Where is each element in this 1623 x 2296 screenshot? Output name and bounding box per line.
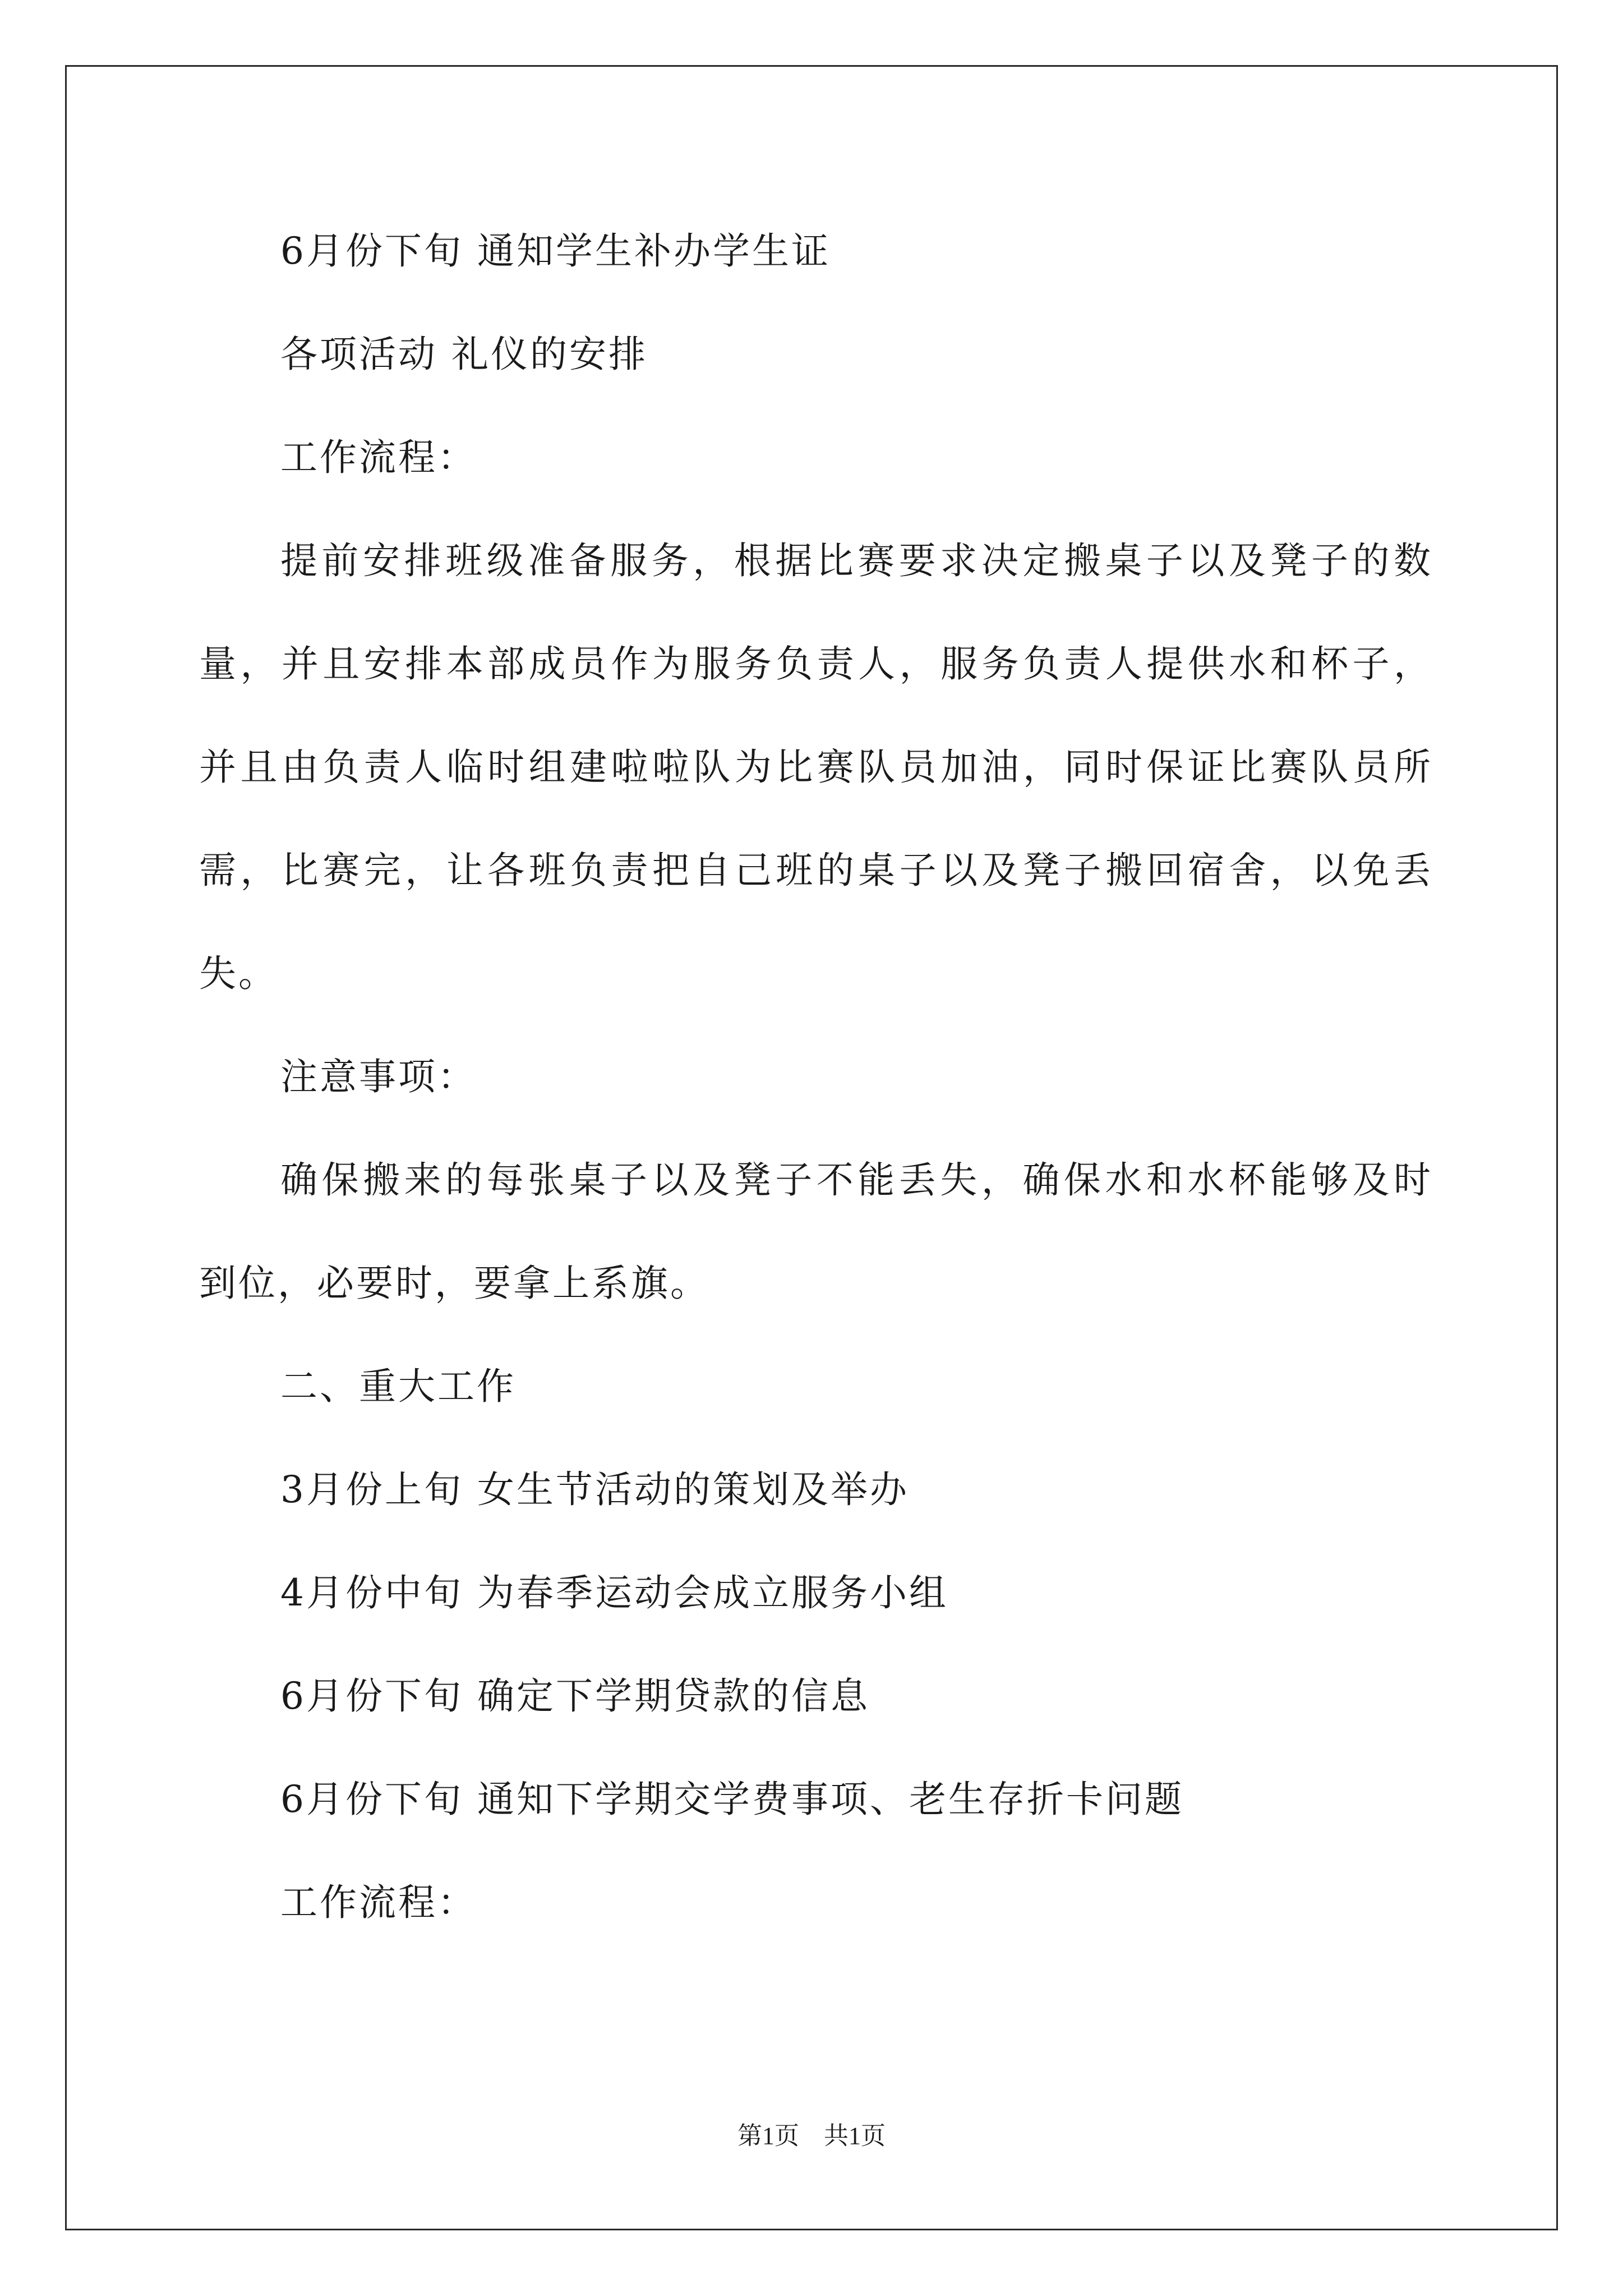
page-number-footer: 第1页 共1页 xyxy=(737,2122,886,2150)
section-heading: 二、重大工作 xyxy=(280,1365,516,1408)
list-item: 4月份中旬 为春季运动会成立服务小组 xyxy=(280,1571,948,1614)
section-heading: 工作流程： xyxy=(280,436,477,479)
paragraph-line: 确保搬来的每张桌子以及凳子不能丢失，确保水和水杯能够及时 xyxy=(280,1158,1433,1202)
section-heading: 工作流程： xyxy=(280,1881,477,1924)
list-item: 3月份上旬 女生节活动的策划及举办 xyxy=(280,1468,909,1511)
list-item: 6月份下旬 通知下学期交学费事项、老生存折卡问题 xyxy=(280,1778,1184,1821)
paragraph-line: 并且由负责人临时组建啦啦队为比赛队员加油，同时保证比赛队员所 xyxy=(199,746,1433,789)
paragraph-line: 提前安排班级准备服务，根据比赛要求决定搬桌子以及凳子的数 xyxy=(280,539,1433,582)
paragraph-line: 6月份下旬 通知学生补办学生证 xyxy=(280,229,831,273)
paragraph-line: 需，比赛完，让各班负责把自己班的桌子以及凳子搬回宿舍，以免丢 xyxy=(199,849,1433,892)
paragraph-line: 到位，必要时，要拿上系旗。 xyxy=(199,1262,709,1305)
section-heading: 注意事项： xyxy=(280,1055,477,1098)
paragraph-line: 各项活动 礼仪的安排 xyxy=(280,333,648,376)
list-item: 6月份下旬 确定下学期贷款的信息 xyxy=(280,1674,870,1718)
paragraph-line: 失。 xyxy=(199,952,278,995)
paragraph-line: 量，并且安排本部成员作为服务负责人，服务负责人提供水和杯子， xyxy=(199,642,1433,685)
